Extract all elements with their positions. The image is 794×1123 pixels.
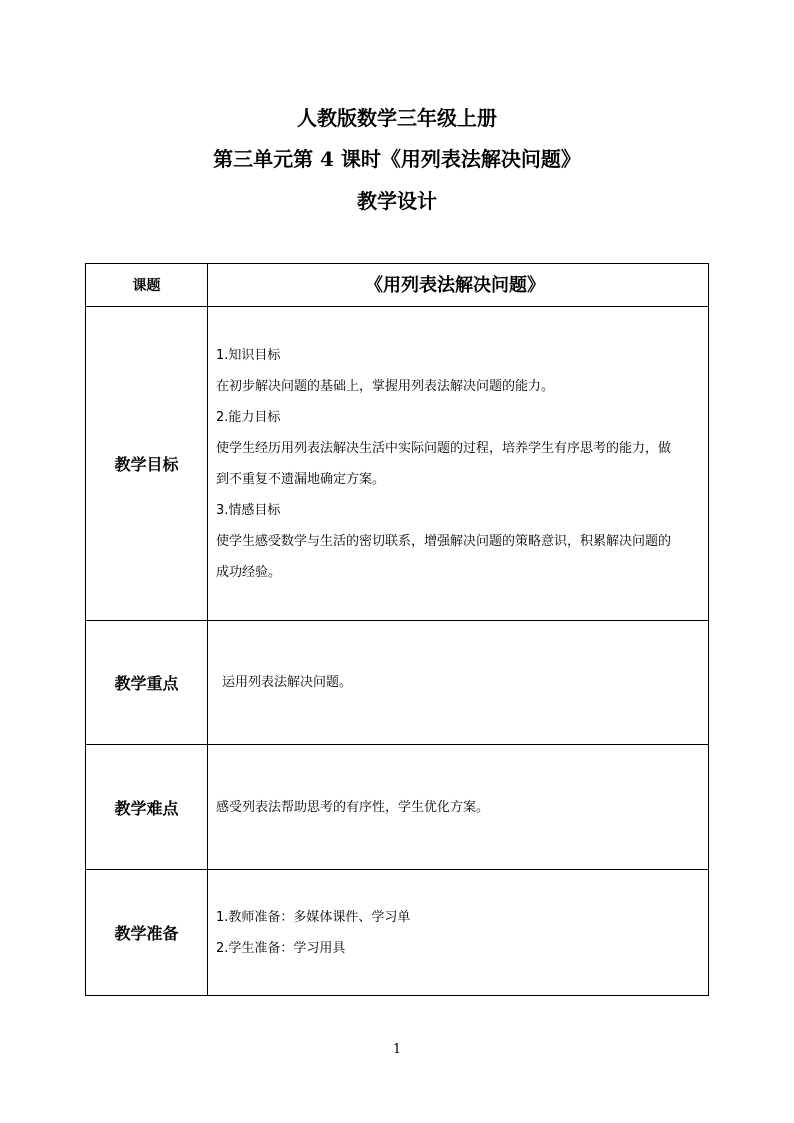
design-heading: 教学设计 (357, 189, 437, 213)
objective-ability-text-cont: 到不重复不遗漏地确定方案。 (216, 471, 386, 487)
objective-knowledge-heading: 1.知识目标 (216, 347, 281, 363)
key-points-content (208, 621, 709, 745)
topic-label: 课题 (86, 264, 208, 307)
table-row-preparation (86, 870, 709, 996)
table-row-key-points (86, 621, 709, 745)
preparation-label: 教学准备 (86, 870, 208, 996)
objectives-label: 教学目标 (86, 307, 208, 621)
table-row-objectives (86, 307, 709, 621)
objective-knowledge-text: 在初步解决问题的基础上，掌握用列表法解决问题的能力。 (216, 378, 555, 394)
objective-ability-heading: 2.能力目标 (216, 409, 281, 425)
objective-emotion-text-cont: 成功经验。 (216, 564, 282, 580)
preparation-teacher: 1.教师准备：多媒体课件、学习单 (216, 909, 411, 925)
preparation-content (208, 870, 709, 996)
topic-value: 《用列表法解决问题》 (208, 264, 709, 307)
difficulties-label: 教学难点 (86, 745, 208, 870)
objective-emotion-heading: 3.情感目标 (216, 502, 281, 518)
document-title: 人教版数学三年级上册 (297, 106, 497, 130)
key-points-text: 运用列表法解决问题。 (222, 675, 353, 690)
difficulties-text: 感受列表法帮助思考的有序性，学生优化方案。 (216, 799, 490, 815)
lesson-subtitle: 第三单元第 4 课时《用列表法解决问题》 (213, 147, 581, 171)
table-row-topic (86, 264, 709, 307)
objective-emotion-text: 使学生感受数学与生活的密切联系，增强解决问题的策略意识，积累解决问题的 (216, 533, 672, 549)
table-row-difficulties (86, 745, 709, 870)
difficulties-content (208, 745, 709, 870)
key-points-label: 教学重点 (86, 621, 208, 745)
page-number: 1 (392, 1042, 402, 1057)
objectives-content (208, 307, 709, 621)
preparation-student: 2.学生准备：学习用具 (216, 940, 346, 956)
lesson-plan-table (85, 263, 709, 996)
objective-ability-text: 使学生经历用列表法解决生活中实际问题的过程，培养学生有序思考的能力，做 (216, 440, 672, 456)
